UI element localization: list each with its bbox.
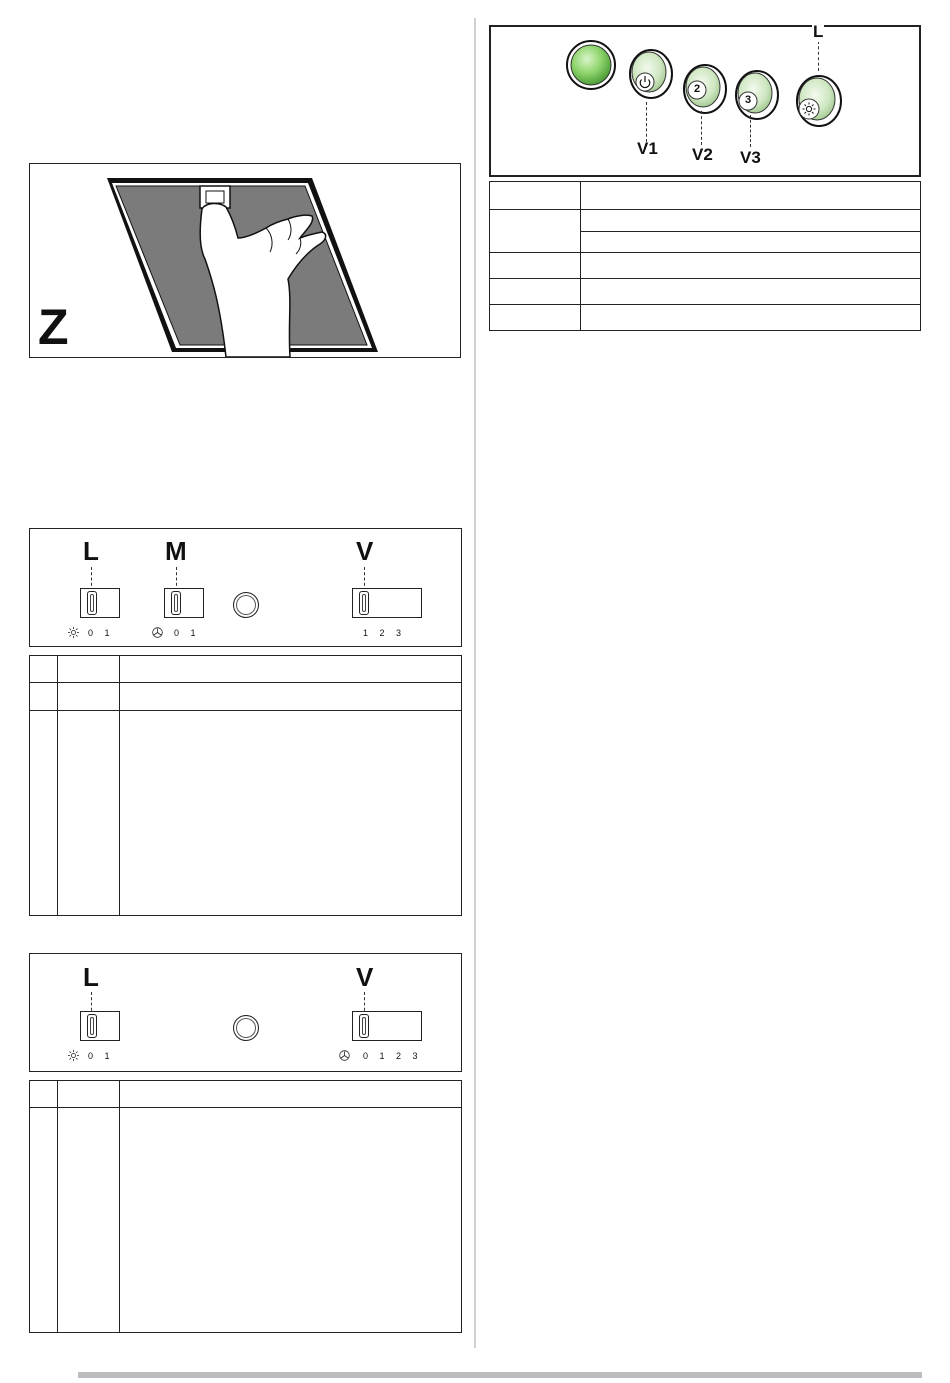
indicator-lamp (233, 592, 259, 618)
label-v3: V3 (740, 148, 761, 167)
table-row-divider (490, 278, 920, 279)
table-lv (29, 1080, 462, 1333)
table-col-divider (57, 656, 58, 915)
table-lmv (29, 655, 462, 916)
light-scale: 0 1 (88, 1051, 111, 1061)
label-m: M (165, 536, 187, 566)
table-col-divider (119, 656, 120, 915)
table-row-divider (490, 304, 920, 305)
label-v1: V1 (637, 139, 658, 158)
light-switch[interactable] (80, 1011, 120, 1041)
table-knobs (489, 181, 921, 331)
leader-line (818, 41, 819, 71)
speed-scale: 1 2 3 (363, 628, 403, 638)
control-panel-lv (29, 953, 462, 1072)
figure-z-frame (29, 163, 461, 358)
control-panel-knobs (489, 22, 921, 177)
table-row-divider (30, 682, 461, 683)
figure-letter: Z (38, 299, 69, 355)
label-l: L (83, 962, 99, 992)
control-panel-lmv (29, 528, 462, 647)
label-v2: V2 (692, 145, 713, 164)
table-row-divider (490, 209, 920, 210)
footer-rule (78, 1372, 922, 1378)
knob-number: 3 (744, 94, 752, 106)
table-col-divider (580, 182, 581, 330)
motor-scale: 0 1 (174, 628, 197, 638)
table-col-divider (119, 1081, 120, 1332)
table-col-divider (57, 1081, 58, 1332)
leader-line (646, 102, 647, 142)
speed-switch[interactable] (352, 588, 422, 618)
table-row-divider (580, 231, 920, 232)
table-row-divider (30, 710, 461, 711)
label-v: V (356, 962, 374, 992)
motor-switch[interactable] (164, 588, 204, 618)
table-row-divider (490, 252, 920, 253)
speed-scale: 0 1 2 3 (363, 1051, 419, 1061)
fan-icon (152, 627, 163, 638)
label-v: V (356, 536, 374, 566)
speed-knob-3[interactable] (731, 63, 779, 123)
leader-line (701, 111, 702, 145)
indicator-lamp (233, 1015, 259, 1041)
speed-switch[interactable] (352, 1011, 422, 1041)
knob-number: 2 (693, 83, 701, 95)
light-switch[interactable] (80, 588, 120, 618)
column-divider (474, 18, 476, 1348)
filter-illustration (30, 164, 460, 357)
power-knob[interactable] (625, 42, 673, 102)
light-icon (68, 627, 79, 638)
light-icon (68, 1050, 79, 1061)
label-l: L (813, 22, 824, 41)
label-l: L (83, 536, 99, 566)
light-knob[interactable] (791, 69, 843, 131)
leader-line (750, 115, 751, 147)
table-row-divider (30, 1107, 461, 1108)
light-scale: 0 1 (88, 628, 111, 638)
fan-icon (339, 1050, 350, 1061)
